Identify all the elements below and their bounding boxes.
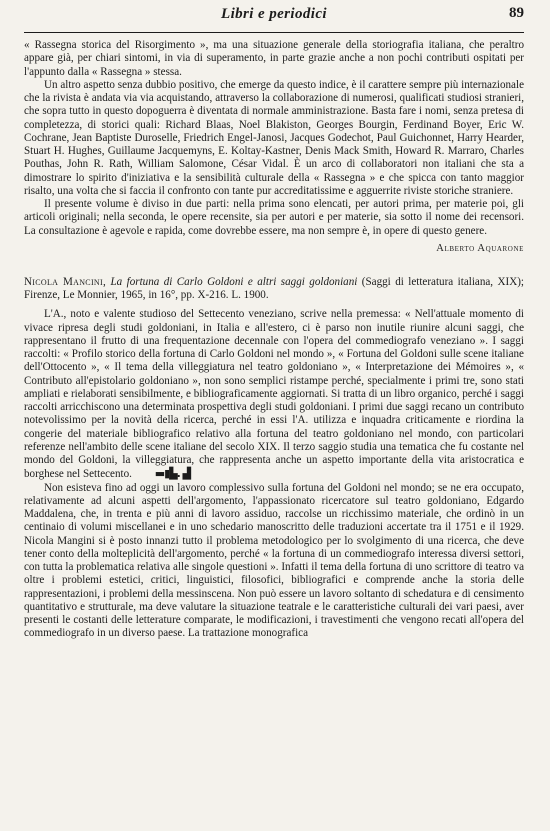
bibliographic-entry	[24, 276, 524, 303]
reviewer-signature: Alberto Aquarone	[436, 242, 524, 254]
running-header	[24, 0, 524, 33]
review-1	[24, 39, 524, 268]
signature-block	[24, 242, 524, 268]
review-2-paragraph-text: L'A., noto e valente studioso del Settecento veneziano, scrive nella premessa: « Nell'attuale momento di vivace ripresa degli studi goldoniani, in Italia e all'estero, ci è parso non inutile riunire alcuni saggi, che rappresentano il frutto di una frequentazione decennale con l'opera del commediografo veneziano ». I saggi raccolti: « Profilo storico della fortuna di Carlo Goldoni nel mondo », « Fortuna del Goldoni sulle scene italiane dell'Ottocento », « Il tema della villeggiatura nel teatro goldoniano », « Interpretazione dei Mémoires », « Contributo all'epistolario goldoniano », non sono semplici ristampe perché, specialmente i primi tre, sono stati ampliati e rielaborati sensibilmente, e bibliograficamente aggiornati. Si tratta di un libro organico, perché i saggi raccolti arricchiscono una determinata prospettiva degli studi goldoniani. I primi due saggi recano un contributo notevolissimo per la novità della ricerca, perché in essi l'A. utilizza e inquadra criticamente e riordina la congerie del materiale bibliografico relativo alla fortuna del teatro goldoniano nel mondo, con particolari referenze nell'ambito delle scene italiane del secolo XIX. Il terzo saggio studia una tematica che fu costante nel mondo del Goldoni, la villeggiatura, che rappresenta anche un aspetto importante della vita aristocratica e borghese nel Settecento.	[24, 308, 524, 481]
review-1-paragraph: « Rassegna storica del Risorgimento », ma una situazione generale della storiografia italiana, che peraltro appare già, per chiari sintomi, in via di superamento, in parte grazie anche a non pochi contributi ospitati per l'appunto dalla « Rassegna » stessa.	[24, 39, 524, 78]
review-2-paragraph	[24, 308, 524, 481]
book-author: Nicola Mancini,	[24, 275, 107, 288]
book-title: La fortuna di Carlo Goldoni e altri saggi goldoniani	[110, 275, 358, 288]
review-2	[24, 276, 524, 641]
review-1-paragraph: Il presente volume è diviso in due parti: nella prima sono elencati, per autori prima, per materie poi, gli articoli originali; nella seconda, le opere recensite, sia per autori e per materie, sia sotto il nome dei recensori. La consultazione è agevole e rapida, come dovrebbe essere, ma non sempre è, in opere di questo genere.	[24, 198, 524, 237]
publication-details: (Saggi di letteratura italiana, XIX); Firenze, Le Monnier, 1965, in 16°, pp. X-216. L. 1900.	[24, 275, 524, 301]
printed-ornament: ▬▮▙. ▟	[154, 467, 191, 481]
page-number: 89	[509, 5, 524, 21]
review-2-paragraph: Non esisteva fino ad oggi un lavoro complessivo sulla fortuna del Goldoni nel mondo; se ne era occupato, relativamente ad alcuni aspetti dell'argomento, l'appassionato ricercatore sul teatro goldoniano, Edgardo Maddalena, che, in trenta e più anni di lavoro assiduo, raccolse un ricchissimo materiale, che ordinò in un centinaio di volumi miscellanei e in uno schedario manoscritto delle traduzioni accertate tra il 1751 e il 1929. Nicola Mangini si è posto innanzi tutto il problema metodologico per lo svolgimento di una ricerca, che deve tener conto della molteplicità dell'argomento, perché « la fortuna di un commediografo interessa diversi settori, con tutta la problematica relativa alle singole questioni ». Infatti il tema della fortuna di uno scrittore di teatro va oltre i problemi estetici, critici, linguistici, filosofici, bibliografici e comprende anche la storia delle rappresentazioni, i problemi della messinscena. Non può essere un lavoro soltanto di schedatura e di censimento quantitativo e strutturale, ma deve valutare la situazione teatrale e le caratteristiche culturali dei vari paesi, aver presenti le costanti delle letterature comparate, le modificazioni, i travestimenti che vengono recati all'opera del commediografo in un diverso paese. La trattazione monografica	[24, 481, 524, 640]
section-title: Libri e periodici	[221, 6, 327, 22]
review-1-paragraph: Un altro aspetto senza dubbio positivo, che emerge da questo indice, è il carattere sempre più internazionale che la rivista è andata via via acquistando, attraverso la collaborazione di numerosi, qualificati studiosi stranieri, che sopra tutto in questo dopoguerra è diventata di normale amministrazione. Basta fare i nomi, senza pretesa di completezza, di storici quali: Richard Blaas, Noel Blakiston, Georges Bourgin, Ferdinand Boyer, Eric W. Cochrane, Jean Baptiste Duroselle, Friedrich Engel-Janosi, Jacques Godechot, Paul Guichonnet, Harry Hearder, Stuart H. Hughes, Guillaume Jacquemyns, E. Koltay-Kastner, Denis Mack Smith, Howard R. Marraro, Charles Pouthas, John R. Rath, William Salomone, César Vidal. È un arco di collaboratori non italiani che sta a dimostrare lo spirito d'iniziativa e la sensibilità culturale della « Rassegna » e che spicca con tanto maggior risalto, una volta che si faccia il confronto con tante pur accreditatissime e agguerrite riviste storiche straniere.	[24, 78, 524, 197]
